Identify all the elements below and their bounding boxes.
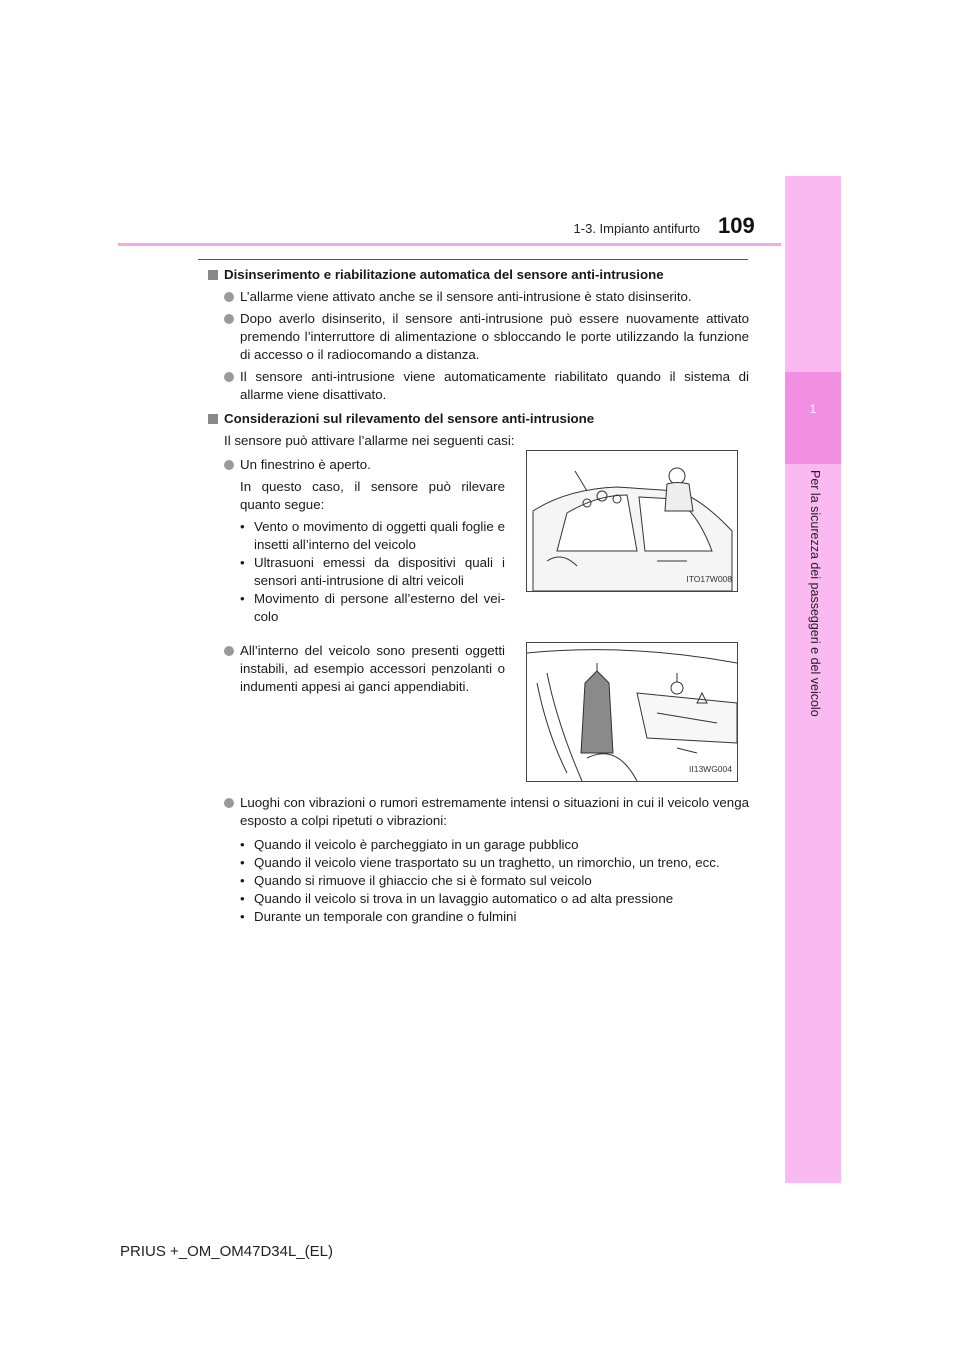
list-item-text: Dopo averlo disinserito, il sensore anti-intrusione può essere nuovamente attivato premendo l’interruttore di alimentazione o sbloccando le porte utilizzando la funzione di accesso o il radiocomando a distanza. bbox=[240, 311, 749, 362]
case-hanging-objects bbox=[208, 642, 749, 792]
sub-list-text: Quando il veicolo viene trasportato su un traghetto, un rimorchio, un treno, ecc. bbox=[254, 855, 720, 870]
chapter-number: 1 bbox=[809, 402, 817, 416]
chapter-title: Per la sicurezza dei passeggeri e del veicolo bbox=[808, 470, 822, 717]
sub-list-item bbox=[240, 854, 749, 872]
sub-list-text: Ultrasuoni emessi da dispositivi quali i sensori anti-intrusione di altri veicoli bbox=[254, 555, 505, 588]
dot-glyph: • bbox=[240, 891, 245, 906]
list-item-text: All’interno del veicolo sono presenti oggetti instabili, ad esempio accessori penzolanti o indumenti appesi ai ganci appendiabiti. bbox=[240, 643, 505, 694]
list-item bbox=[224, 642, 505, 696]
list-item bbox=[224, 456, 505, 474]
content-top-rule bbox=[198, 259, 748, 260]
section-title: 1-3. Impianto antifurto bbox=[573, 221, 700, 236]
case-window-open bbox=[208, 456, 749, 634]
circle-bullet-icon bbox=[224, 292, 234, 302]
sub-list-item bbox=[240, 518, 505, 554]
figure-car-interior-hangers bbox=[526, 642, 738, 782]
dot-glyph: • bbox=[240, 909, 245, 924]
dot-glyph: • bbox=[240, 873, 245, 888]
sub-list-text: Movimento di persone all’esterno del vei-colo bbox=[254, 591, 505, 624]
dot-glyph: • bbox=[240, 591, 245, 606]
case-text bbox=[208, 456, 505, 626]
sub-list-text: Vento o movimento di oggetti quali foglie e insetti all’interno del veicolo bbox=[254, 519, 505, 552]
circle-bullet-icon bbox=[224, 646, 234, 656]
sub-list-item bbox=[240, 908, 749, 926]
dot-glyph: • bbox=[240, 855, 245, 870]
list-item-text: L’allarme viene attivato anche se il sensore anti-intrusione è stato disinserito. bbox=[240, 289, 692, 304]
list-item bbox=[224, 794, 749, 830]
section-heading bbox=[208, 410, 749, 428]
list-item bbox=[224, 368, 749, 404]
list-item bbox=[224, 288, 749, 306]
sub-list-text: Quando il veicolo si trova in un lavaggio automatico o ad alta pressione bbox=[254, 891, 674, 906]
sub-list-text: Quando il veicolo è parcheggiato in un garage pubblico bbox=[254, 837, 579, 852]
section-intro: Il sensore può attivare l’allarme nei seguenti casi: bbox=[224, 433, 515, 448]
footer-model-code: PRIUS +_OM_OM47D34L_(EL) bbox=[120, 1243, 334, 1260]
section-heading bbox=[208, 266, 749, 284]
sub-list-item bbox=[240, 590, 505, 626]
list-item-text: Un finestrino è aperto. bbox=[240, 457, 371, 472]
square-bullet-icon bbox=[208, 270, 218, 280]
circle-bullet-icon bbox=[224, 314, 234, 324]
circle-bullet-icon bbox=[224, 798, 234, 808]
figure-code: II13WG004 bbox=[689, 764, 732, 774]
list-item-text: Il sensore anti-intrusione viene automaticamente riabilitato quando il sistema di allarme viene disattivato. bbox=[240, 369, 749, 402]
circle-bullet-icon bbox=[224, 460, 234, 470]
page-number: 109 bbox=[718, 213, 755, 238]
sub-list-item bbox=[240, 890, 749, 908]
dot-glyph: • bbox=[240, 519, 245, 534]
dot-glyph: • bbox=[240, 837, 245, 852]
square-bullet-icon bbox=[208, 414, 218, 424]
list-item-text: Luoghi con vibrazioni o rumori estremamente intensi o situazioni in cui il veicolo venga esposto a colpi ripetuti o vibrazioni: bbox=[240, 795, 749, 828]
section-heading-text: Disinserimento e riabilitazione automatica del sensore anti-intrusione bbox=[224, 267, 664, 282]
sub-list-text: Quando si rimuove il ghiaccio che si è formato sul veicolo bbox=[254, 873, 592, 888]
section-heading-text: Considerazioni sul rilevamento del sensore anti-intrusione bbox=[224, 411, 595, 426]
dot-glyph: • bbox=[240, 555, 245, 570]
sub-list-item bbox=[240, 872, 749, 890]
page-content bbox=[208, 266, 749, 926]
header-rule bbox=[118, 243, 781, 246]
sub-list-item bbox=[240, 554, 505, 590]
sub-list-text: Durante un temporale con grandine o fulmini bbox=[254, 909, 517, 924]
list-item bbox=[224, 310, 749, 364]
chapter-tab-marker bbox=[785, 372, 841, 464]
figure-code: ITO17W008 bbox=[686, 574, 732, 584]
sub-list-item bbox=[240, 836, 749, 854]
case-text bbox=[208, 642, 505, 696]
case-note: In questo caso, il sensore può rilevare quanto segue: bbox=[240, 479, 505, 512]
circle-bullet-icon bbox=[224, 372, 234, 382]
vibration-cases-list bbox=[208, 836, 749, 926]
figure-car-window-open bbox=[526, 450, 738, 592]
